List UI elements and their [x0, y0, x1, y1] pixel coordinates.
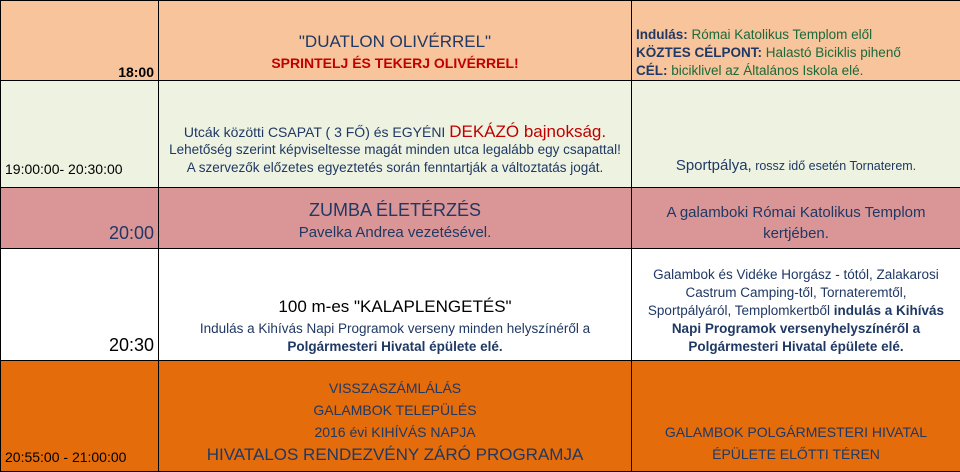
- start-label: Indulás:: [636, 27, 688, 42]
- place-cell: [632, 361, 960, 472]
- event-line-3: Polgármesteri Hivatal épülete elé.: [163, 338, 627, 356]
- event-line-3: 2016 évi KIHÍVÁS NAPJA: [163, 421, 627, 443]
- place-line-2: kertjében.: [636, 223, 956, 244]
- time-cell: 19:00:00- 20:30:00: [1, 81, 159, 188]
- event-line-1: VISSZASZÁMLÁLÁS: [163, 377, 627, 399]
- schedule-row-closing: [1, 361, 960, 472]
- event-line-4: HIVATALOS RENDEZVÉNY ZÁRÓ PROGRAMJA: [163, 443, 627, 467]
- time-cell: 18:00: [1, 1, 159, 81]
- place-line-1: GALAMBOK POLGÁRMESTERI HIVATAL: [636, 421, 956, 443]
- place-cell: [632, 188, 960, 249]
- time-cell: 20:55:00 - 21:00:00: [1, 361, 159, 472]
- place-line-4: Napi Programok versenyhelyszínéről a: [636, 320, 956, 338]
- place-cell: [632, 1, 960, 81]
- finish-label: CÉL:: [636, 63, 668, 78]
- place-line-2: ÉPÜLETE ELŐTTI TÉREN: [636, 443, 956, 465]
- event-title-highlight: DEKÁZÓ bajnokság.: [449, 122, 606, 141]
- event-line-2: GALAMBOK TELEPÜLÉS: [163, 399, 627, 421]
- start-value: Római Katolikus Templom elől: [688, 27, 872, 42]
- event-title-prefix: Utcák közötti CSAPAT ( 3 FŐ) és EGYÉNI: [184, 124, 449, 140]
- event-title: ZUMBA ÉLETÉRZÉS: [163, 198, 627, 222]
- event-cell: [159, 188, 632, 249]
- place-line-1: A galamboki Római Katolikus Templom: [636, 202, 956, 223]
- event-disclaimer: A szervezők előzetes egyeztetés során fenntartják a változtatás jogát.: [163, 159, 627, 177]
- schedule-row-zumba: [1, 188, 960, 249]
- place-line-1: Galambok és Vidéke Horgász - tótól, Zalakarosi: [636, 266, 956, 284]
- place-note: rossz idő esetén Tornaterem.: [752, 159, 916, 173]
- event-subtitle: SPRINTELJ ÉS TEKERJ OLIVÉRREL!: [163, 54, 627, 80]
- event-note: Lehetőség szerint képviseltesse magát minden utca legalább egy csapattal!: [163, 141, 627, 159]
- event-title: 100 m-es "KALAPLENGETÉS": [163, 294, 627, 320]
- place-line-5: Polgármesteri Hivatal épülete elé.: [636, 338, 956, 356]
- event-line-2: Indulás a Kihívás Napi Programok verseny minden helyszínéről a: [163, 320, 627, 338]
- event-cell: [159, 361, 632, 472]
- schedule-row-duatlon: [1, 1, 960, 81]
- event-subtitle: Pavelka Andrea vezetésével.: [163, 222, 627, 244]
- checkpoint-label: KÖZTES CÉLPONT:: [636, 45, 762, 60]
- place-main: Sportpálya,: [676, 157, 752, 174]
- checkpoint-value: Halastó Biciklis pihenő: [762, 45, 901, 60]
- event-cell: [159, 81, 632, 188]
- event-cell: [159, 249, 632, 361]
- place-line-3-bold: indulás a Kihívás: [834, 303, 944, 318]
- place-cell: [632, 249, 960, 361]
- time-cell: 20:00: [1, 188, 159, 249]
- finish-value: biciklivel az Általános Iskola elé.: [668, 63, 864, 78]
- event-title: "DUATLON OLIVÉRREL": [163, 30, 627, 54]
- time-cell: 20:30: [1, 249, 159, 361]
- place-cell: [632, 81, 960, 188]
- schedule-row-dekazo: [1, 81, 960, 188]
- schedule-row-kalaplengetes: [1, 249, 960, 361]
- event-cell: [159, 1, 632, 81]
- place-line-2: Castrum Camping-től, Tornateremtől,: [636, 284, 956, 302]
- place-line-3: Sportpályáról, Templomkertből: [648, 303, 834, 318]
